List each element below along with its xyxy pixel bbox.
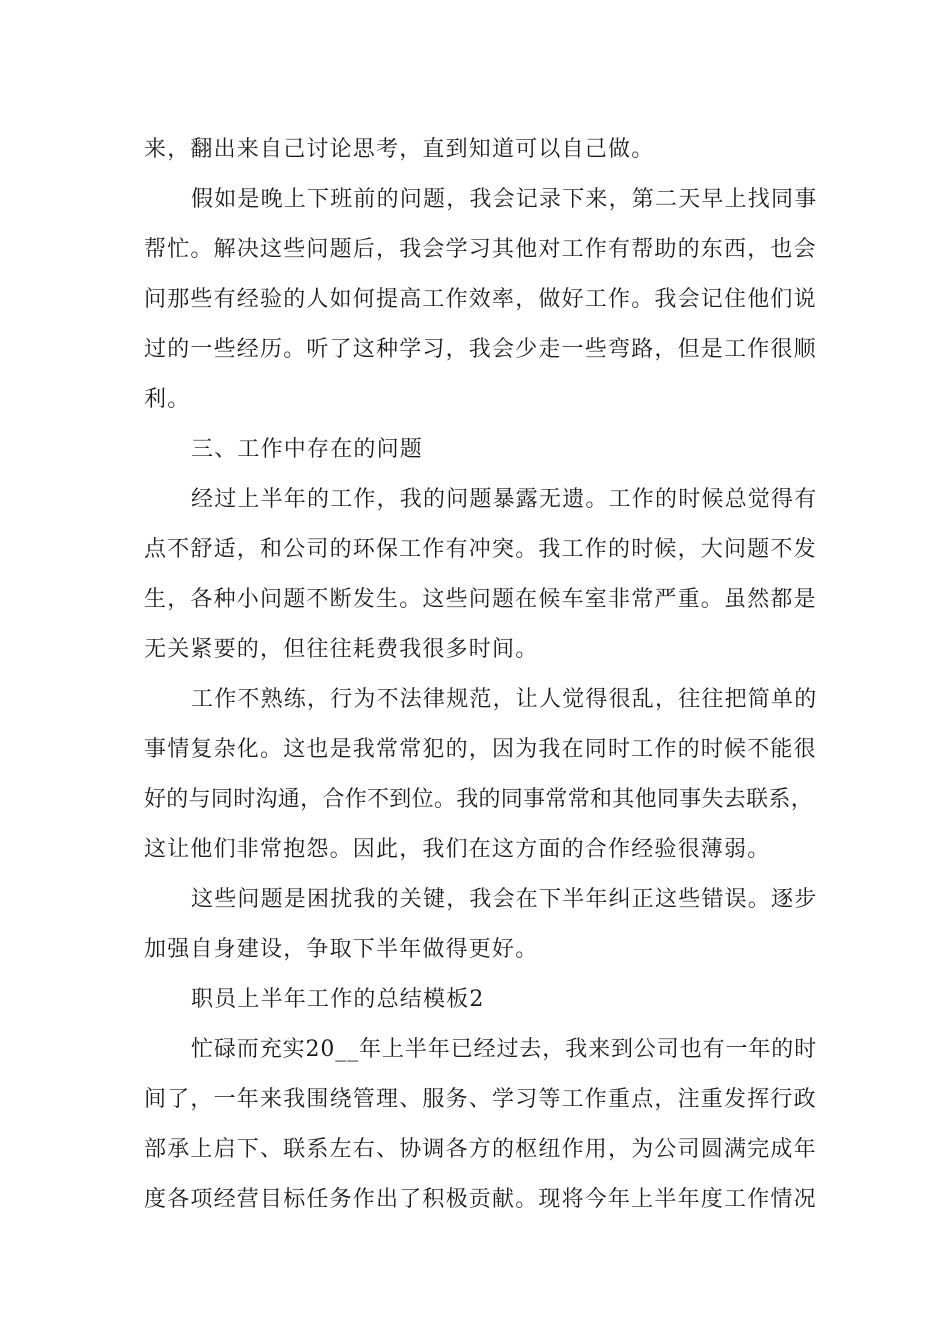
line-text: 度各项经营目标任务作出了积极贡献。现将今年上半年度工作情况 [144,1187,817,1212]
text-line [0,1132,950,1168]
text-line [0,632,950,668]
line-text: 假如是晚上下班前的问题，我会记录下来，第二天早上找同事 [191,187,818,212]
text-line [0,932,950,968]
line-text: 经过上半年的工作，我的问题暴露无遗。工作的时候总觉得有 [191,487,818,512]
text-line [0,532,950,568]
text-line [0,282,950,318]
line-text: 间了，一年来我围绕管理、服务、学习等工作重点，注重发挥行政 [144,1087,817,1112]
section-heading [0,432,950,468]
text-line [0,882,950,918]
line-text: 生，各种小问题不断发生。这些问题在候车室非常严重。虽然都是 [144,587,817,612]
text-line [0,832,950,868]
text-line [0,132,950,168]
text-line [0,582,950,618]
text-line [0,1032,950,1068]
line-text: 无关紧要的，但往往耗费我很多时间。 [144,637,539,662]
line-text: 加强自身建设，争取下半年做得更好。 [144,937,539,962]
line-text: 问那些有经验的人如何提高工作效率，做好工作。我会记住他们说 [144,287,817,312]
line-text: 部承上启下、联系左右、协调各方的枢纽作用，为公司圆满完成年 [144,1137,817,1162]
line-text: 这些问题是困扰我的关键，我会在下半年纠正这些错误。逐步 [191,887,818,912]
text-line [0,1082,950,1118]
text-line [0,382,950,418]
line-text: 工作不熟练，行为不法律规范，让人觉得很乱，往往把简单的 [191,687,818,712]
line-text: 点不舒适，和公司的环保工作有冲突。我工作的时候，大问题不发 [144,537,817,562]
line-text: 三、工作中存在的问题 [191,437,424,462]
text-line [0,782,950,818]
line-text: 利。 [144,387,191,412]
line-text: 好的与同时沟通，合作不到位。我的同事常常和其他同事失去联系， [144,787,814,812]
text-line [0,732,950,768]
text-line [0,182,950,218]
text-line [0,232,950,268]
line-text: 事情复杂化。这也是我常常犯的，因为我在同时工作的时候不能很 [144,737,817,762]
line-text: 忙碌而充实20__年上半年已经过去，我来到公司也有一年的时 [191,1037,818,1062]
text-line [0,1182,950,1218]
text-line [0,682,950,718]
text-line [0,332,950,368]
line-text: 帮忙。解决这些问题后，我会学习其他对工作有帮助的东西，也会 [144,237,817,262]
section-heading [0,982,950,1018]
line-text: 职员上半年工作的总结模板2 [191,987,485,1012]
line-text: 过的一些经历。听了这种学习，我会少走一些弯路，但是工作很顺 [144,337,817,362]
text-line [0,482,950,518]
line-text: 这让他们非常抱怨。因此，我们在这方面的合作经验很薄弱。 [144,837,771,862]
line-text: 来，翻出来自己讨论思考，直到知道可以自己做。 [144,137,655,162]
